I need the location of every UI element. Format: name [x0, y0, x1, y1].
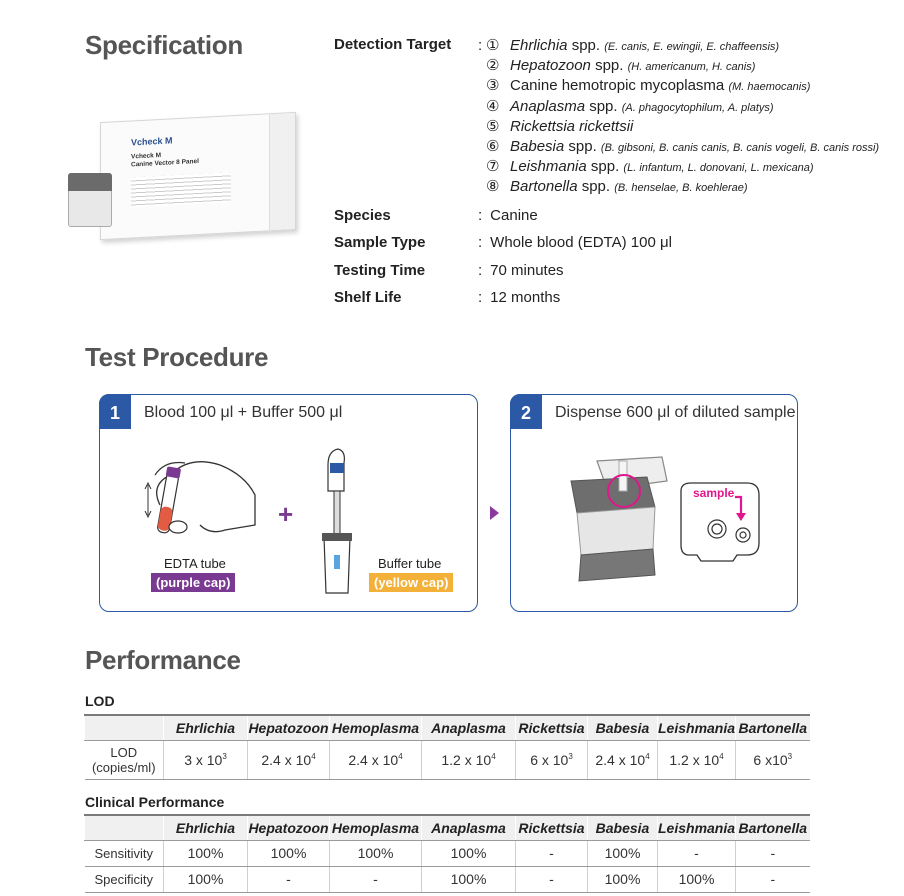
table-cell: 100% [588, 840, 658, 866]
target-number: ② [486, 57, 500, 75]
lod-value-exponent: 3 [568, 751, 573, 761]
target-suffix: spp. [567, 37, 601, 54]
detection-target-item [478, 157, 814, 177]
target-species: (B. gibsoni, B. canis canis, B. canis vogeli, B. canis rossi) [600, 142, 880, 154]
target-species: (M. haemocanis) [728, 81, 811, 94]
target-number: ⑤ [486, 117, 500, 135]
lod-heading: LOD [85, 693, 115, 709]
product-brand: Vcheck M [131, 135, 173, 148]
table-cell: 100% [330, 840, 422, 866]
target-number: ⑧ [486, 178, 500, 196]
table-cell: 100% [248, 840, 330, 866]
test-cartridge-image [68, 173, 112, 227]
target-number: ① [486, 37, 500, 54]
target-genus: Anaplasma [510, 97, 586, 115]
clinical-performance-table [84, 814, 810, 893]
product-box-contents-text [131, 172, 231, 207]
sample-port-label: sample [693, 486, 735, 500]
column-header: Hepatozoon [248, 715, 330, 740]
table-row [85, 840, 810, 866]
hand-holding-edta-tube-illustration [140, 445, 265, 545]
table-corner [85, 715, 164, 740]
target-suffix: spp. [585, 97, 618, 115]
table-cell: 100% [422, 840, 516, 866]
target-number: ⑦ [486, 158, 500, 176]
table-corner [85, 815, 164, 840]
detection-target-label: Detection Target [334, 36, 452, 53]
column-header: Anaplasma [422, 715, 516, 740]
lod-value-exponent: 4 [311, 751, 316, 761]
column-header: Leishmania [658, 815, 736, 840]
target-genus: Babesia [510, 138, 565, 155]
column-header: Babesia [588, 815, 658, 840]
lod-row-label: LOD [110, 744, 138, 760]
lod-value-exponent: 3 [787, 751, 793, 761]
table-cell: 100% [164, 866, 248, 892]
target-species: (L. infantum, L. donovani, L. mexicana) [623, 162, 814, 175]
column-header: Leishmania [658, 715, 736, 740]
detection-target-item [478, 97, 774, 117]
step-1-panel [99, 394, 478, 612]
target-suffix: spp. [564, 138, 597, 155]
column-header: Rickettsia [516, 715, 588, 740]
lod-value-base: 1.2 x 10 [441, 751, 492, 768]
detection-target-item [478, 137, 879, 157]
colon: : [478, 37, 483, 54]
target-number: ⑥ [486, 138, 500, 155]
target-genus: Bartonella [510, 178, 578, 196]
step-2-panel [510, 394, 798, 612]
lod-value [658, 740, 736, 779]
spec-value: : 12 months [478, 289, 561, 306]
lod-value-exponent: 4 [719, 751, 724, 761]
spec-value: : Whole blood (EDTA) 100 μl [478, 234, 672, 251]
target-species: (A. phagocytophilum, A. platys) [621, 101, 774, 114]
detection-target-item [478, 56, 755, 76]
table-cell: - [516, 840, 588, 866]
target-suffix: spp. [590, 57, 624, 75]
table-cell: 100% [588, 866, 658, 892]
step-2-text: Dispense 600 μl of diluted sample [555, 404, 796, 421]
table-cell: 100% [422, 866, 516, 892]
target-genus: Ehrlichia [510, 37, 568, 54]
column-header: Bartonella [736, 815, 810, 840]
product-name-line2: Canine Vector 8 Panel [131, 157, 199, 169]
lod-value-exponent: 4 [645, 751, 650, 761]
target-suffix: spp. [577, 178, 611, 196]
row-header: Specificity [85, 866, 164, 892]
table-cell: - [736, 866, 810, 892]
step-2-badge: 2 [510, 394, 542, 429]
lod-value-base: 6 x10 [753, 751, 788, 768]
lod-value [588, 740, 658, 779]
lod-value-base: 2.4 x 10 [595, 751, 646, 768]
spec-label: Sample Type [334, 234, 426, 251]
lod-value-base: 1.2 x 10 [669, 751, 720, 768]
product-box [100, 112, 296, 240]
lod-value [516, 740, 588, 779]
target-genus: Hepatozoon [510, 57, 591, 75]
lod-value-base: 2.4 x 10 [261, 751, 312, 768]
target-suffix: Canine hemotropic mycoplasma [510, 77, 725, 95]
product-image [66, 105, 301, 240]
spec-label: Species [334, 207, 391, 224]
product-box-side [269, 113, 295, 230]
row-header: Sensitivity [85, 840, 164, 866]
yellow-cap-tag: (yellow cap) [369, 573, 453, 592]
table-cell: - [736, 840, 810, 866]
target-genus: Rickettsia rickettsii [510, 117, 634, 135]
column-header: Rickettsia [516, 815, 588, 840]
spec-value-text: 70 minutes [490, 262, 564, 279]
plus-icon: + [278, 499, 294, 529]
table-cell: 100% [658, 866, 736, 892]
detection-target-item [478, 36, 779, 56]
target-number: ③ [486, 77, 500, 95]
target-species: (B. henselae, B. koehlerae) [614, 182, 748, 195]
step-1-badge: 1 [99, 394, 131, 429]
lod-value [330, 740, 422, 779]
lod-value-base: 2.4 x 10 [348, 751, 399, 768]
lod-value-exponent: 4 [398, 751, 403, 761]
column-header: Hepatozoon [248, 815, 330, 840]
spec-value-text: 12 months [490, 289, 561, 306]
lod-value [164, 740, 248, 779]
target-number: ④ [486, 97, 500, 115]
spec-label: Testing Time [334, 262, 426, 279]
spec-value-text: Canine [490, 207, 538, 224]
spec-value-text: Whole blood (EDTA) 100 μl [490, 234, 672, 251]
lod-row-header [85, 740, 164, 779]
performance-heading: Performance [85, 645, 241, 675]
lod-table [84, 714, 810, 780]
table-cell: 100% [164, 840, 248, 866]
lod-value [736, 740, 810, 779]
lod-value [422, 740, 516, 779]
detection-target-item [478, 117, 633, 137]
purple-cap-tag: (purple cap) [151, 573, 235, 592]
table-cell: - [658, 840, 736, 866]
table-cell: - [516, 866, 588, 892]
table-row [85, 866, 810, 892]
column-header: Hemoplasma [330, 715, 422, 740]
spec-value: : Canine [478, 207, 538, 224]
lod-value-exponent: 3 [222, 751, 227, 761]
column-header: Ehrlichia [164, 715, 248, 740]
lod-value-exponent: 4 [491, 751, 496, 761]
table-cell: - [330, 866, 422, 892]
edta-tube-label: EDTA tube [164, 556, 226, 571]
column-header: Hemoplasma [330, 815, 422, 840]
specification-heading: Specification [85, 30, 243, 60]
detection-target-item [478, 177, 748, 197]
column-header: Babesia [588, 715, 658, 740]
target-species: (H. americanum, H. canis) [627, 61, 756, 74]
target-genus: Leishmania [510, 158, 587, 176]
next-step-arrow-icon [490, 506, 499, 520]
clinical-performance-heading: Clinical Performance [85, 794, 225, 810]
target-suffix: spp. [586, 158, 620, 176]
test-procedure-heading: Test Procedure [85, 342, 269, 372]
column-header: Bartonella [736, 715, 810, 740]
pipette-buffer-tube-illustration [310, 445, 360, 595]
lod-row-unit: (copies/ml) [91, 759, 156, 775]
target-species: (E. canis, E. ewingii, E. chaffeensis) [604, 41, 780, 53]
column-header: Ehrlichia [164, 815, 248, 840]
buffer-tube-label: Buffer tube [378, 556, 442, 571]
product-name-line1: Vcheck M [131, 151, 161, 161]
lod-value-base: 6 x 10 [530, 751, 569, 768]
column-header: Anaplasma [422, 815, 516, 840]
cartridge-dispense-illustration [567, 451, 677, 586]
table-cell: - [248, 866, 330, 892]
detection-target-item [478, 76, 810, 96]
product-name [131, 150, 199, 170]
lod-value-base: 3 x 10 [184, 751, 223, 768]
step-1-text: Blood 100 μl + Buffer 500 μl [144, 404, 343, 421]
spec-label: Shelf Life [334, 289, 402, 306]
spec-value: : 70 minutes [478, 262, 564, 279]
lod-value [248, 740, 330, 779]
